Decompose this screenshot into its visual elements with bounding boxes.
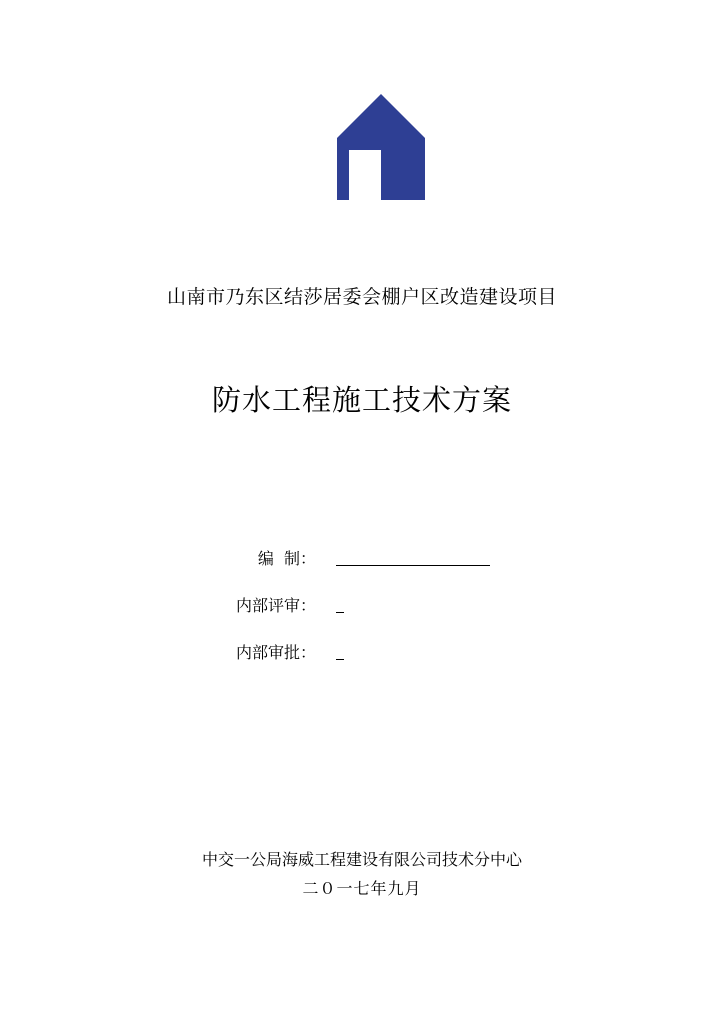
review-row (0, 593, 724, 617)
document-title: 防水工程施工技术方案 (211, 383, 512, 417)
review-label: 内部评审： (235, 596, 316, 615)
project-name: 山南市乃东区结莎居委会棚户区改造建设项目 (166, 286, 557, 308)
approve-row (0, 640, 724, 664)
approve-label: 内部审批： (235, 643, 316, 662)
compile-row (0, 546, 724, 570)
compile-label: 编 制： (257, 549, 316, 568)
company-name: 中交一公局海威工程建设有限公司技术分中心 (201, 850, 522, 869)
review-signature-line (336, 593, 344, 613)
approve-signature-line (336, 640, 344, 660)
building-logo-icon (337, 94, 425, 200)
issue-date: 二０一七年九月 (302, 879, 422, 898)
compile-signature-line (336, 546, 490, 566)
